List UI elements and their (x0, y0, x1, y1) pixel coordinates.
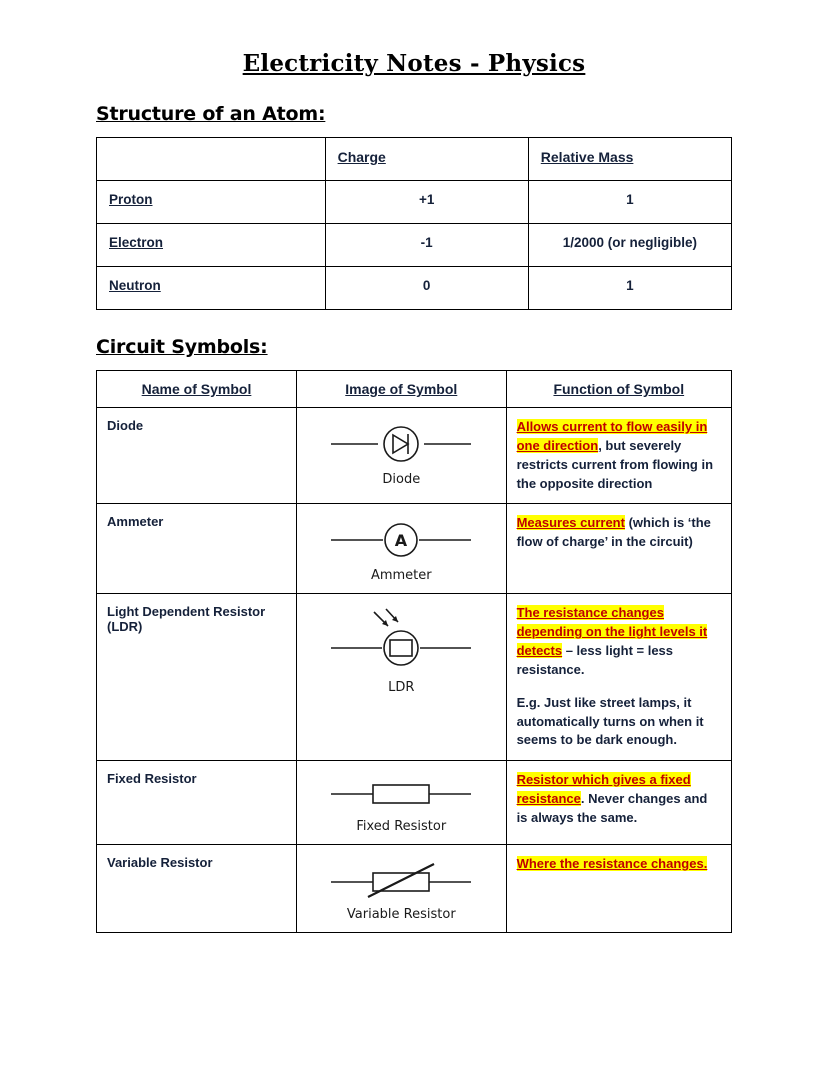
highlight-text: Where the resistance changes. (516, 856, 708, 872)
highlight-text: Measures current (516, 515, 625, 531)
function-rest-text: , but severely restricts current from flowing in the opposite direction (516, 437, 714, 491)
symbol-function-ldr (506, 594, 731, 761)
symbol-image-ammeter (297, 504, 507, 594)
ldr-symbol-icon (326, 606, 476, 676)
page-title: Electricity Notes - Physics (242, 50, 586, 77)
table-row (97, 594, 732, 761)
atom-header-blank (97, 138, 326, 181)
atom-structure-table (96, 137, 732, 310)
svg-text:A: A (395, 531, 408, 551)
function-rest-text: (which is ‘the flow of charge’ in the circuit) (516, 515, 711, 550)
atom-row-label-proton: Proton (97, 181, 326, 224)
variable-resistor-symbol-icon (326, 857, 476, 903)
table-header-row (97, 371, 732, 408)
symbols-header-image: Image of Symbol (297, 371, 507, 408)
symbol-caption-fixed-resistor: Fixed Resistor (356, 819, 447, 835)
symbol-image-fixed-resistor (297, 761, 507, 845)
table-row (97, 224, 732, 267)
function-rest-text: . Never changes and is always the same. (516, 791, 708, 825)
symbol-image-variable-resistor (297, 845, 507, 933)
symbol-function-ammeter (506, 504, 731, 594)
symbols-header-function: Function of Symbol (506, 371, 731, 408)
highlight-text: The resistance changes depending on the light levels it detects (516, 605, 708, 659)
symbol-function-variable-resistor (506, 845, 731, 933)
symbol-function-fixed-resistor (506, 761, 731, 845)
circuit-symbols-table (96, 370, 732, 933)
atom-header-charge: Charge (325, 138, 528, 181)
section-heading-atom: Structure of an Atom: (96, 103, 326, 125)
table-row (97, 267, 732, 310)
symbol-image-ldr (297, 594, 507, 761)
atom-mass-electron: 1/2000 (or negligible) (528, 224, 731, 267)
symbol-name-ldr: Light Dependent Resistor (LDR) (97, 594, 297, 761)
atom-row-label-electron: Electron (97, 224, 326, 267)
symbol-caption-ammeter: Ammeter (370, 568, 432, 584)
symbol-name-variable-resistor: Variable Resistor (97, 845, 297, 933)
symbol-name-diode: Diode (97, 408, 297, 504)
highlight-text: Allows current to flow easily in one direction (516, 419, 708, 453)
atom-mass-proton: 1 (528, 181, 731, 224)
atom-mass-neutron: 1 (528, 267, 731, 310)
table-row (97, 408, 732, 504)
table-row (97, 504, 732, 594)
symbols-header-name: Name of Symbol (97, 371, 297, 408)
section-heading-circuit-symbols: Circuit Symbols: (96, 336, 268, 358)
highlight-text: Resistor which gives a fixed resistance (516, 772, 691, 807)
atom-header-relative-mass: Relative Mass (528, 138, 731, 181)
function-rest-text: – less light = less resistance. (516, 643, 674, 677)
atom-charge-electron: -1 (325, 224, 528, 267)
symbol-function-diode (506, 408, 731, 504)
table-row (97, 181, 732, 224)
diode-symbol-icon (326, 420, 476, 468)
atom-charge-proton: +1 (325, 181, 528, 224)
function-extra-text: E.g. Just like street lamps, it automatically turns on when it seems to be dark enough. (516, 694, 704, 748)
table-header-row (97, 138, 732, 181)
atom-charge-neutron: 0 (325, 267, 528, 310)
table-row (97, 845, 732, 933)
symbol-caption-variable-resistor: Variable Resistor (346, 907, 456, 923)
symbol-caption-ldr: LDR (388, 680, 415, 696)
table-row (97, 761, 732, 845)
fixed-resistor-symbol-icon (326, 773, 476, 815)
symbol-caption-diode: Diode (382, 472, 421, 487)
ammeter-symbol-icon (326, 516, 476, 564)
symbol-image-diode (297, 408, 507, 504)
atom-row-label-neutron: Neutron (97, 267, 326, 310)
symbol-name-fixed-resistor: Fixed Resistor (97, 761, 297, 845)
symbol-name-ammeter: Ammeter (97, 504, 297, 594)
